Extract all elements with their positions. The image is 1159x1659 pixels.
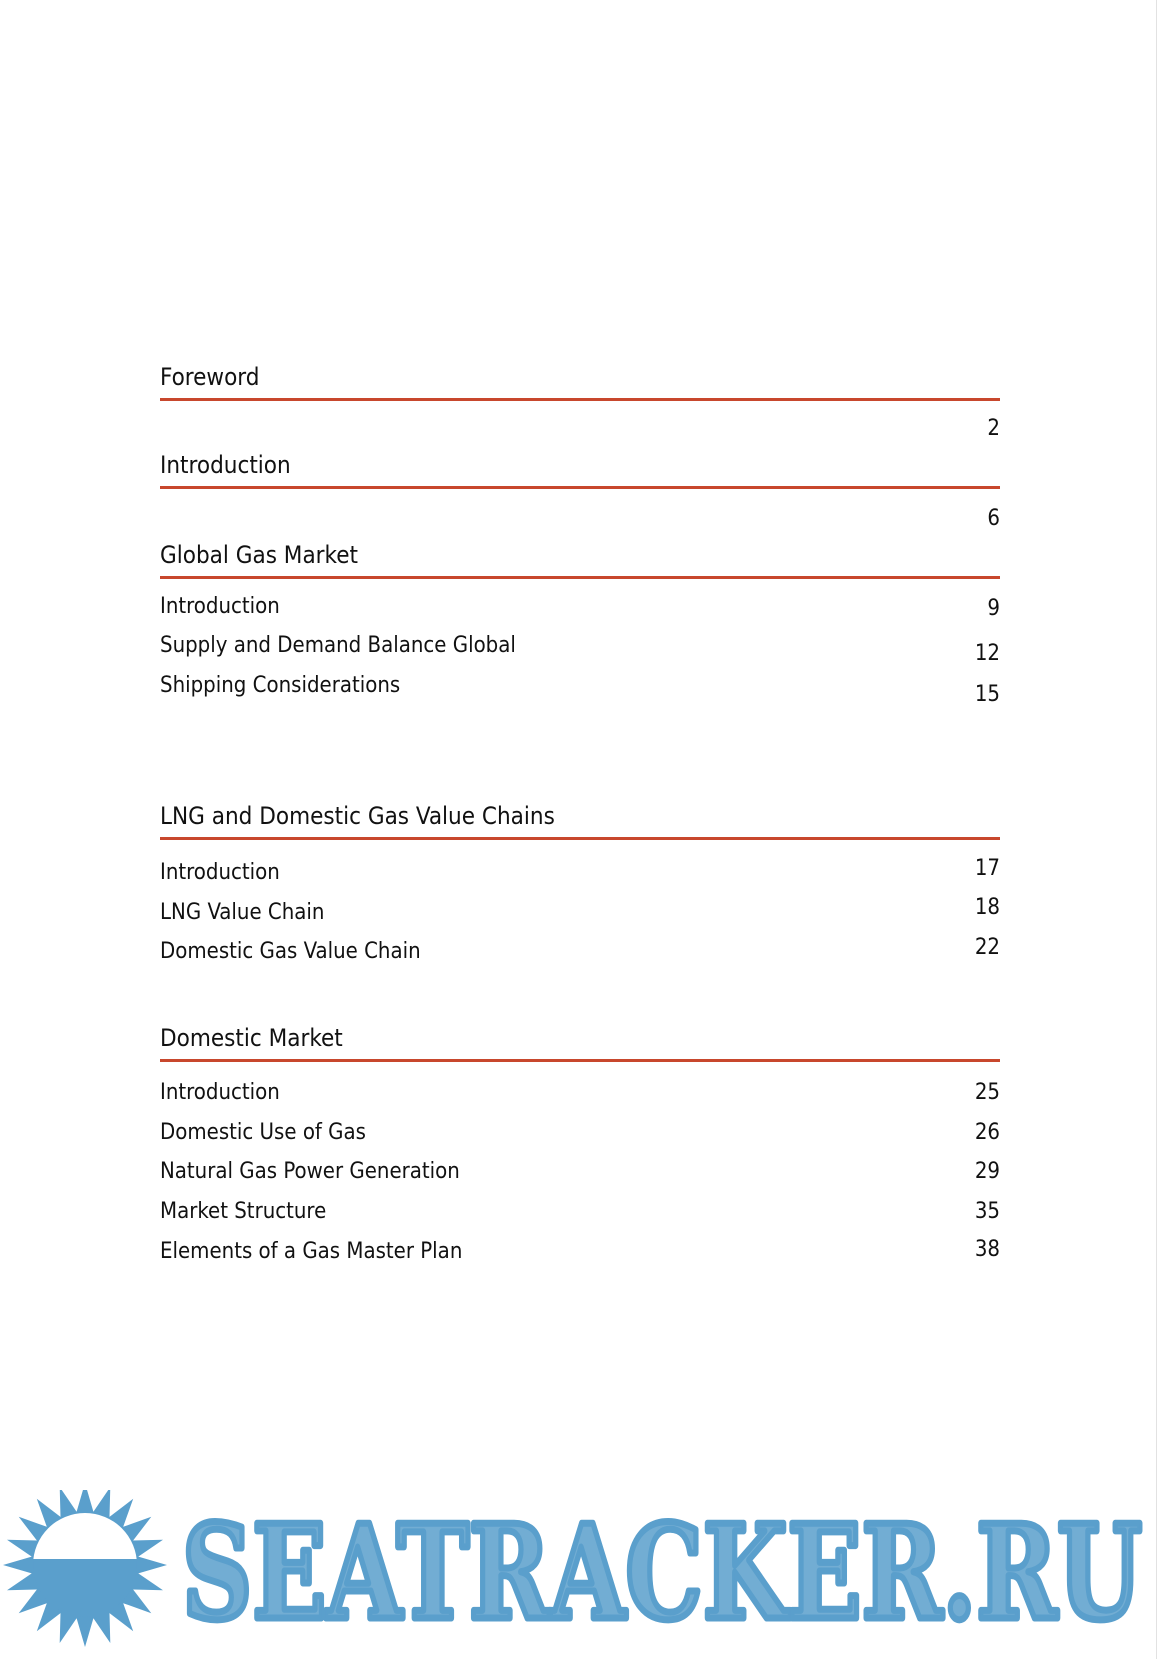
toc-entry-label[interactable]: Shipping Considerations (160, 673, 401, 698)
watermark-text-fill: SEATRACKER.RU (182, 1496, 1142, 1649)
page-edge-divider (1156, 0, 1157, 1659)
toc-page-introduction: 6 (987, 506, 1000, 531)
toc-entry-label[interactable]: Elements of a Gas Master Plan (160, 1239, 463, 1264)
sun-logo-icon (3, 1490, 167, 1647)
watermark-text: SEATRACKER.RU (182, 1496, 1142, 1649)
toc-heading-introduction[interactable]: Introduction (160, 451, 291, 479)
toc-entry-page: 25 (974, 1080, 1000, 1105)
seatracker-watermark (0, 1490, 1159, 1659)
toc-heading-foreword[interactable]: Foreword (160, 363, 260, 391)
section-rule (160, 1059, 1000, 1062)
section-rule (160, 398, 1000, 401)
toc-page-foreword: 2 (987, 416, 1000, 441)
toc-entry-label[interactable]: Introduction (160, 1080, 280, 1105)
toc-heading-lng-value-chains[interactable]: LNG and Domestic Gas Value Chains (160, 802, 555, 830)
toc-entry-page: 38 (974, 1237, 1000, 1262)
toc-entry-page: 35 (974, 1199, 1000, 1224)
toc-entry-label[interactable]: Introduction (160, 594, 280, 619)
toc-entry-label[interactable]: Introduction (160, 860, 280, 885)
section-rule (160, 576, 1000, 579)
toc-entry-page: 29 (974, 1159, 1000, 1184)
toc-heading-domestic-market[interactable]: Domestic Market (160, 1024, 343, 1052)
toc-entry-label[interactable]: Domestic Use of Gas (160, 1120, 366, 1145)
toc-entry-page: 9 (987, 596, 1000, 621)
toc-entry-page: 12 (974, 641, 1000, 666)
toc-entry-label[interactable]: Natural Gas Power Generation (160, 1159, 460, 1184)
toc-entry-page: 22 (974, 935, 1000, 960)
toc-entry-label[interactable]: Supply and Demand Balance Global (160, 633, 516, 658)
toc-entry-page: 15 (974, 682, 1000, 707)
section-rule (160, 837, 1000, 840)
toc-entry-label[interactable]: Market Structure (160, 1199, 327, 1224)
toc-heading-global-gas-market[interactable]: Global Gas Market (160, 541, 358, 569)
toc-entry-label[interactable]: LNG Value Chain (160, 900, 325, 925)
toc-entry-page: 17 (974, 856, 1000, 881)
toc-entry-page: 18 (974, 895, 1000, 920)
toc-entry-page: 26 (974, 1120, 1000, 1145)
toc-entry-label[interactable]: Domestic Gas Value Chain (160, 939, 421, 964)
section-rule (160, 486, 1000, 489)
